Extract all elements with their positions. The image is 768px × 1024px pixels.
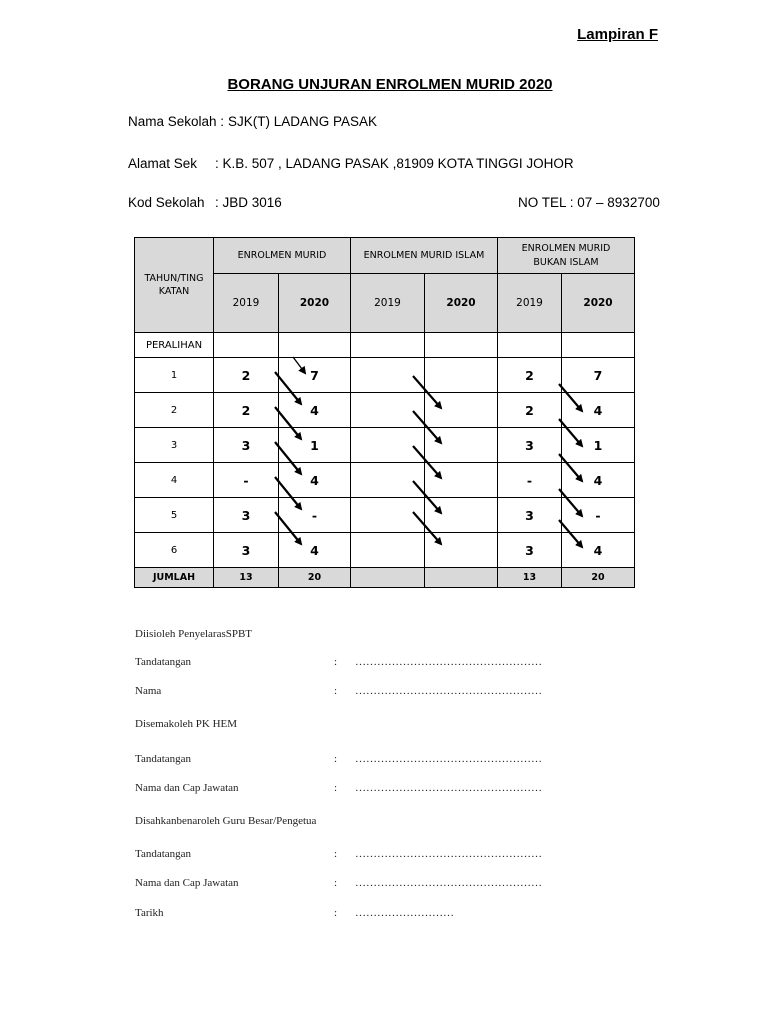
signature-label: Tandatangan <box>135 656 192 668</box>
cell-value: 4 <box>279 463 351 498</box>
table-row <box>135 533 635 568</box>
cell-value: 2 <box>498 358 562 393</box>
name-cap-line: …………………………………………… <box>355 877 542 889</box>
cell-value: 3 <box>498 428 562 463</box>
lampiran-label: Lampiran F <box>577 26 658 43</box>
name-cap-line: …………………………………………… <box>355 782 542 794</box>
header-enrolmen-islam: ENROLMEN MURID ISLAM <box>351 238 498 274</box>
row-label: 3 <box>135 428 214 463</box>
total-value: 13 <box>214 568 279 588</box>
row-label: 2 <box>135 393 214 428</box>
school-code-label: Kod Sekolah <box>128 195 205 210</box>
row-label: 1 <box>135 358 214 393</box>
signature-label: Tandatangan <box>135 848 192 860</box>
school-name-value: SJK(T) LADANG PASAK <box>228 114 378 129</box>
name-cap-label: Nama dan Cap Jawatan <box>135 877 239 889</box>
table-row <box>135 358 635 393</box>
colon: : <box>334 782 338 794</box>
address-label: Alamat Sek <box>128 156 198 171</box>
colon: : <box>334 656 338 668</box>
cell-value: 4 <box>562 533 635 568</box>
cell-value: 1 <box>279 428 351 463</box>
cell-value: 3 <box>214 498 279 533</box>
row-label: 5 <box>135 498 214 533</box>
table-row <box>135 393 635 428</box>
colon: : <box>334 848 338 860</box>
cell-value: 7 <box>562 358 635 393</box>
table-row <box>135 498 635 533</box>
address-value: : K.B. 507 , LADANG PASAK ,81909 KOTA TINGGI JOHOR <box>215 156 574 171</box>
cell-value: 4 <box>279 393 351 428</box>
cell-value: 4 <box>279 533 351 568</box>
table-row <box>135 463 635 498</box>
verified-by-heading: Disahkanbenaroleh Guru Besar/Pengetua <box>135 815 317 827</box>
enrolment-table <box>134 237 635 588</box>
total-value: 20 <box>279 568 351 588</box>
cell-value: 2 <box>214 358 279 393</box>
year-2019: 2019 <box>498 274 562 333</box>
table-row <box>135 333 635 358</box>
telephone: NO TEL : 07 – 8932700 <box>518 195 660 210</box>
cell-value: 4 <box>562 393 635 428</box>
row-label: 6 <box>135 533 214 568</box>
table-row <box>135 428 635 463</box>
total-row <box>135 568 635 588</box>
cell-value: 1 <box>562 428 635 463</box>
date-line: ……………………… <box>355 907 454 919</box>
colon: : <box>334 753 338 765</box>
cell-value: 3 <box>498 498 562 533</box>
year-2020: 2020 <box>425 274 498 333</box>
filled-by-heading: Diisioleh PenyelarasSPBT <box>135 628 253 640</box>
signature-line: …………………………………………… <box>355 656 542 668</box>
cell-value: 3 <box>214 428 279 463</box>
cell-value: 7 <box>279 358 351 393</box>
cell-value: 2 <box>498 393 562 428</box>
date-label: Tarikh <box>135 907 164 919</box>
year-2019: 2019 <box>214 274 279 333</box>
cell-value: 2 <box>214 393 279 428</box>
cell-value: 3 <box>498 533 562 568</box>
row-label: 4 <box>135 463 214 498</box>
school-name-label: Nama Sekolah : <box>128 114 225 129</box>
year-2019: 2019 <box>351 274 425 333</box>
form-title: BORANG UNJURAN ENROLMEN MURID 2020 <box>227 76 553 93</box>
signature-line: …………………………………………… <box>355 848 542 860</box>
total-value: 13 <box>498 568 562 588</box>
colon: : <box>334 907 338 919</box>
year-2020: 2020 <box>279 274 351 333</box>
name-line: …………………………………………… <box>355 685 542 697</box>
colon: : <box>334 685 338 697</box>
header-enrolmen-bukan-islam: ENROLMEN MURID BUKAN ISLAM <box>498 238 635 274</box>
cell-value: - <box>562 498 635 533</box>
cell-value: 3 <box>214 533 279 568</box>
cell-value: - <box>279 498 351 533</box>
cell-value: - <box>214 463 279 498</box>
total-value: 20 <box>562 568 635 588</box>
name-label: Nama <box>135 685 162 697</box>
signature-label: Tandatangan <box>135 753 192 765</box>
header-tahun: TAHUN/TING KATAN <box>135 238 214 333</box>
colon: : <box>334 877 338 889</box>
row-label: PERALIHAN <box>135 333 214 358</box>
name-cap-label: Nama dan Cap Jawatan <box>135 782 239 794</box>
header-enrolmen: ENROLMEN MURID <box>214 238 351 274</box>
checked-by-heading: Disemakoleh PK HEM <box>135 718 238 730</box>
cell-value: 4 <box>562 463 635 498</box>
year-2020: 2020 <box>562 274 635 333</box>
cell-value: - <box>498 463 562 498</box>
signature-line: …………………………………………… <box>355 753 542 765</box>
jumlah-label: JUMLAH <box>135 568 214 588</box>
school-code-value: : JBD 3016 <box>215 195 282 210</box>
